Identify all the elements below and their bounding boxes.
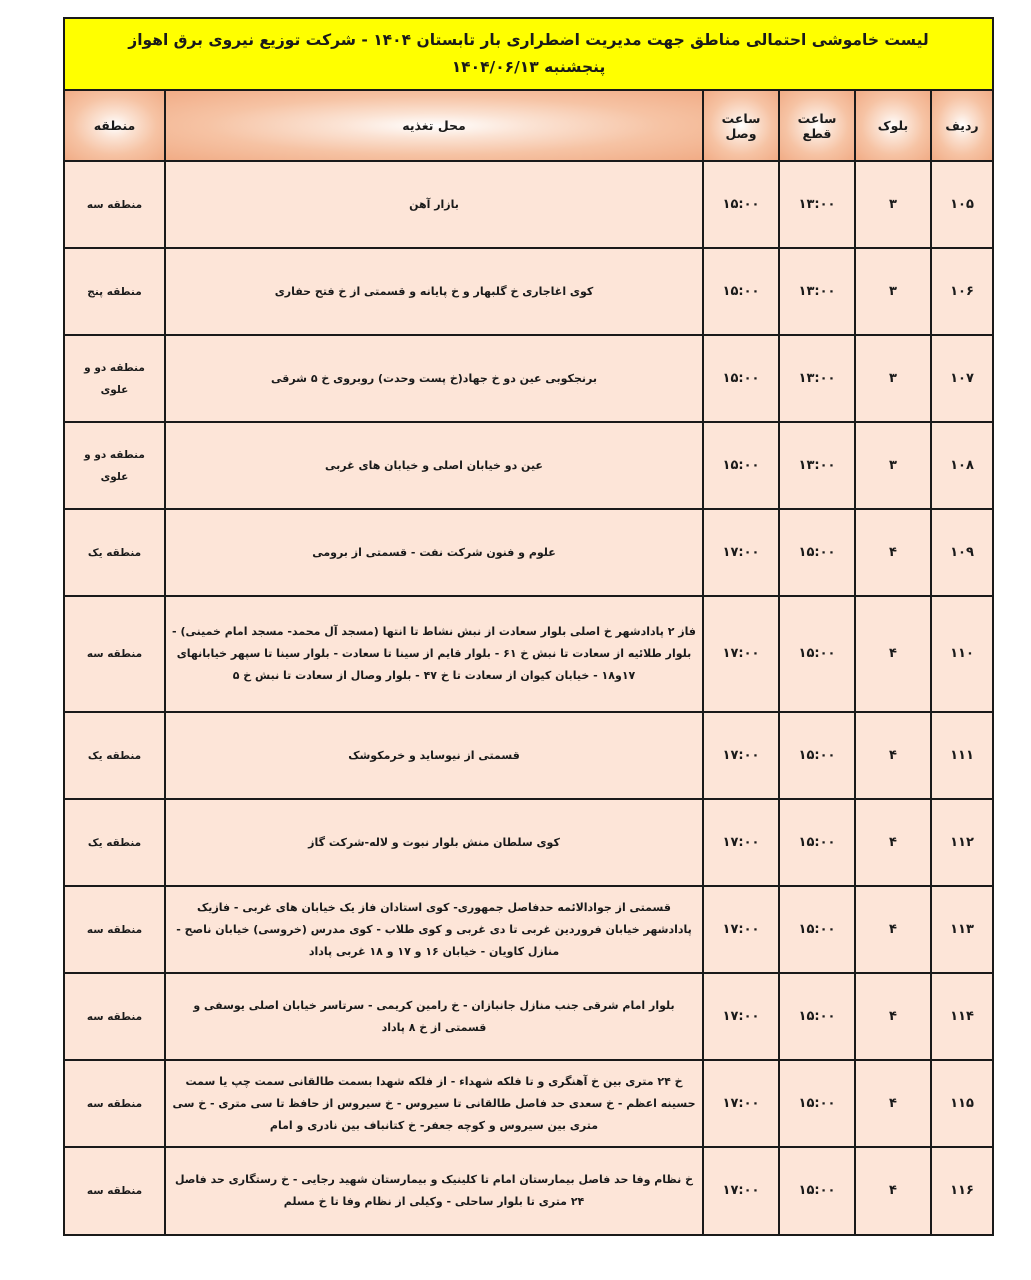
block-number: ۴: [855, 1060, 931, 1147]
off-time: ۱۵:۰۰: [779, 712, 855, 799]
row-number: ۱۱۲: [931, 799, 992, 886]
off-time: ۱۵:۰۰: [779, 799, 855, 886]
on-time: ۱۵:۰۰: [703, 161, 779, 248]
header-off-time: ساعت قطع: [779, 91, 855, 161]
off-time: ۱۵:۰۰: [779, 509, 855, 596]
block-number: ۳: [855, 161, 931, 248]
row-number: ۱۱۱: [931, 712, 992, 799]
block-number: ۴: [855, 1147, 931, 1234]
table-row: [65, 248, 992, 335]
row-number: ۱۰۷: [931, 335, 992, 422]
off-time: ۱۳:۰۰: [779, 248, 855, 335]
location: عین دو خیابان اصلی و خیابان های غربی: [165, 422, 703, 509]
region: منطقه یک: [65, 799, 165, 886]
region: منطقه دو و علوی: [65, 422, 165, 509]
off-time: ۱۳:۰۰: [779, 161, 855, 248]
row-number: ۱۱۳: [931, 886, 992, 973]
on-time: ۱۷:۰۰: [703, 1060, 779, 1147]
on-time: ۱۷:۰۰: [703, 596, 779, 712]
block-number: ۳: [855, 335, 931, 422]
region: منطقه سه: [65, 1147, 165, 1234]
block-number: ۴: [855, 799, 931, 886]
location: بازار آهن: [165, 161, 703, 248]
table-row: [65, 422, 992, 509]
block-number: ۳: [855, 248, 931, 335]
off-time: ۱۵:۰۰: [779, 973, 855, 1060]
region: منطقه یک: [65, 712, 165, 799]
block-number: ۴: [855, 509, 931, 596]
region: منطقه سه: [65, 973, 165, 1060]
header-block: بلوک: [855, 91, 931, 161]
on-time: ۱۷:۰۰: [703, 799, 779, 886]
region: منطقه دو و علوی: [65, 335, 165, 422]
on-time: ۱۷:۰۰: [703, 973, 779, 1060]
off-time: ۱۵:۰۰: [779, 886, 855, 973]
on-time: ۱۵:۰۰: [703, 422, 779, 509]
region: منطقه سه: [65, 886, 165, 973]
table-header-row: [65, 91, 992, 161]
row-number: ۱۱۵: [931, 1060, 992, 1147]
header-region: منطقه: [65, 91, 165, 161]
on-time: ۱۵:۰۰: [703, 335, 779, 422]
on-time: ۱۷:۰۰: [703, 509, 779, 596]
block-number: ۴: [855, 973, 931, 1060]
off-time: ۱۳:۰۰: [779, 335, 855, 422]
region: منطقه سه: [65, 1060, 165, 1147]
row-number: ۱۰۵: [931, 161, 992, 248]
location: علوم و فنون شرکت نفت - قسمتی از برومی: [165, 509, 703, 596]
region: منطقه یک: [65, 509, 165, 596]
region: منطقه سه: [65, 596, 165, 712]
location: کوی سلطان منش بلوار نبوت و لاله-شرکت گاز: [165, 799, 703, 886]
region: منطقه سه: [65, 161, 165, 248]
table-row: [65, 973, 992, 1060]
title-banner: [65, 19, 992, 91]
off-time: ۱۵:۰۰: [779, 596, 855, 712]
location: قسمتی از نیوساید و خرمکوشک: [165, 712, 703, 799]
header-location: محل تغذیه: [165, 91, 703, 161]
block-number: ۳: [855, 422, 931, 509]
table-row: [65, 509, 992, 596]
row-number: ۱۰۹: [931, 509, 992, 596]
region: منطقه پنج: [65, 248, 165, 335]
table-row: [65, 1060, 992, 1147]
header-on-time: ساعت وصل: [703, 91, 779, 161]
table-row: [65, 335, 992, 422]
block-number: ۴: [855, 886, 931, 973]
off-time: ۱۵:۰۰: [779, 1060, 855, 1147]
row-number: ۱۱۶: [931, 1147, 992, 1234]
block-number: ۴: [855, 596, 931, 712]
location: فاز ۲ پادادشهر خ اصلی بلوار سعادت از نبش نشاط تا انتها (مسجد آل محمد- مسجد امام خمینی) - بلوار طلائیه از سعادت تا نبش خ ۶۱ - بلوار قایم از سینا تا سعادت - بلوار سینا تا سپهر خیابانهای ۱۷و۱۸ - خیابان کیوان از سعادت تا خ ۴۷ - بلوار وصال از سعادت تا نبش خ ۵: [165, 596, 703, 712]
document-date: پنجشنبه ۱۴۰۴/۰۶/۱۳: [451, 58, 606, 76]
on-time: ۱۵:۰۰: [703, 248, 779, 335]
location: خ نظام وفا حد فاصل بیمارستان امام تا کلینیک و بیمارستان شهید رجایی - خ رستگاری حد فاصل ۲۴ متری تا بلوار ساحلی - وکیلی از نظام وفا تا خ مسلم: [165, 1147, 703, 1234]
location: کوی اغاجاری خ گلبهار و خ پایانه و قسمتی از خ فتح حفاری: [165, 248, 703, 335]
row-number: ۱۰۶: [931, 248, 992, 335]
location: بلوار امام شرقی جنب منازل جانبازان - خ رامین کریمی - سرتاسر خیابان اصلی یوسفی و قسمتی از خ ۸ پاداد: [165, 973, 703, 1060]
table-row: [65, 596, 992, 712]
row-number: ۱۰۸: [931, 422, 992, 509]
block-number: ۴: [855, 712, 931, 799]
location: خ ۲۴ متری بین خ آهنگری و تا فلکه شهداء - از فلکه شهدا بسمت طالقانی سمت چپ یا سمت حسینه اعظم - خ سعدی حد فاصل طالقانی تا سیروس - خ سیروس از حافظ تا سی متری - خ سی متری بین سیروس و کوچه جعفر- خ کتانباف بین نادری و امام: [165, 1060, 703, 1147]
table-row: [65, 712, 992, 799]
outage-table: [65, 91, 992, 1234]
outage-schedule-sheet: [63, 17, 994, 1236]
on-time: ۱۷:۰۰: [703, 886, 779, 973]
location: قسمتی از جوادالائمه حدفاصل جمهوری- کوی استادان فاز یک خیابان های غربی - فازیک پادادشهر خیابان فروردین غربی تا دی غربی و کوی طلاب - کوی مدرس (خروسی) خیابان ناصح - منازل کاویان - خیابان ۱۶ و ۱۷ و ۱۸ غربی پاداد: [165, 886, 703, 973]
header-row-number: ردیف: [931, 91, 992, 161]
off-time: ۱۵:۰۰: [779, 1147, 855, 1234]
on-time: ۱۷:۰۰: [703, 1147, 779, 1234]
row-number: ۱۱۴: [931, 973, 992, 1060]
table-row: [65, 886, 992, 973]
row-number: ۱۱۰: [931, 596, 992, 712]
table-row: [65, 799, 992, 886]
table-row: [65, 1147, 992, 1234]
table-row: [65, 161, 992, 248]
on-time: ۱۷:۰۰: [703, 712, 779, 799]
off-time: ۱۳:۰۰: [779, 422, 855, 509]
location: برنجکوبی عین دو خ جهاد(خ پست وحدت) روبروی خ ۵ شرقی: [165, 335, 703, 422]
document-title: لیست خاموشی احتمالی مناطق جهت مدیریت اضطراری بار تابستان ۱۴۰۴ - شرکت توزیع نیروی برق اهواز: [128, 31, 929, 49]
